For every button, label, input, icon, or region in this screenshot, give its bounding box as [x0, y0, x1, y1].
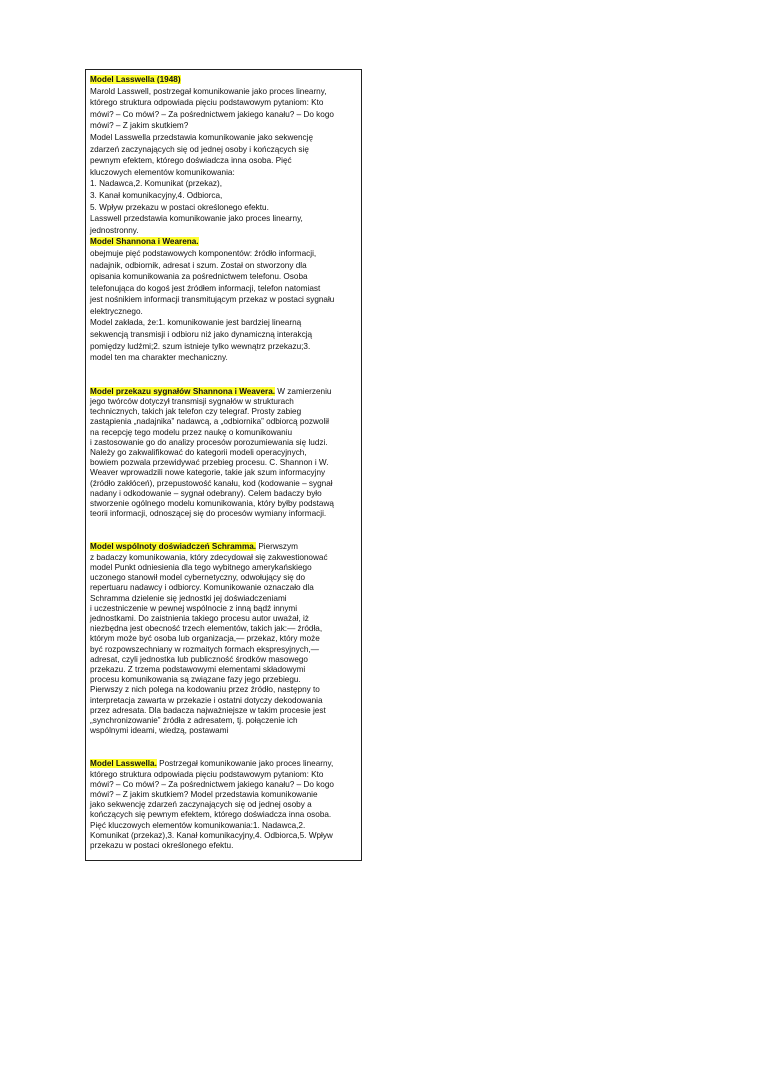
text-line: którego struktura odpowiada pięciu podstawowym pytaniom: Kto: [90, 769, 324, 779]
section-shannon-weaver: [90, 387, 357, 520]
list-line: 5. Wpływ przekazu w postaci określonego efektu.: [90, 202, 269, 212]
text-line: zastąpienia „nadajnika” nadawcą, a „odbiornika” odbiorcą pozwolił: [90, 417, 329, 427]
text-line: którego struktura odpowiada pięciu podstawowym pytaniom: Kto: [90, 98, 324, 108]
text-line: (źródło zakłóceń), przepustowość kanału, kod (kodowanie – sygnał: [90, 478, 333, 488]
text-line: bowiem pozwala przewidywać przebieg procesu. C. Shannon i W.: [90, 458, 329, 468]
text-line: Lasswell przedstawia komunikowanie jako proces linearny,: [90, 214, 303, 224]
text-line: przekazu. Z trzema podstawowymi elementami składowymi: [90, 664, 306, 674]
text-line: wspólnymi ideami, wiedzą, postawami: [90, 726, 229, 736]
text-line: Schramma dzielenie się jednostki jej doświadczeniami: [90, 593, 287, 603]
text-line: obejmuje pięć podstawowych komponentów: źródło informacji,: [90, 248, 317, 258]
text-run: W zamierzeniu: [275, 386, 332, 396]
text-line: z badaczy komunikowania, który zdecydował się zakwestionować: [90, 552, 328, 562]
text-line: Pierwszy z nich polega na kodowaniu przez źródło, następny to: [90, 685, 320, 695]
heading-line: [90, 759, 357, 769]
text-line: jako sekwencję zdarzeń zaczynających się od jednej osoby a: [90, 800, 312, 810]
text-line: przez adresata. Dla badacza najważniejsze w takim procesie jest: [90, 705, 326, 715]
text-line: mówi? – Co mówi? – Za pośrednictwem jakiego kanału? – Do kogo: [90, 109, 334, 119]
text-line: technicznych, takich jak telefon czy telegraf. Prosty zabieg: [90, 407, 302, 417]
highlighted-title: Model Lasswella (1948): [90, 75, 181, 84]
document-page: [85, 69, 362, 861]
highlighted-title: Model Shannona i Wearena.: [90, 237, 199, 247]
text-line: teorii informacji, odnoszącej się do procesów wymiany informacji.: [90, 509, 327, 519]
heading-shannon-wearen: [90, 236, 357, 248]
text-line: mówi? – Z jakim skutkiem?: [90, 121, 189, 131]
text-line: Model Lasswella przedstawia komunikowanie jako sekwencję: [90, 132, 313, 142]
text-line: interpretacja zawarta w przekazie i ostatni dotyczy dekodowania: [90, 695, 323, 705]
text-line: opisania komunikowania za pośrednictwem telefonu. Osoba: [90, 272, 308, 282]
text-line: repertuaru nadawcy i odbiorcy. Komunikowanie oznaczało dla: [90, 583, 314, 593]
text-line: jednostronny.: [90, 225, 139, 235]
list-line: 1. Nadawca,2. Komunikat (przekaz),: [90, 179, 222, 189]
text-line: pewnym efektem, którego doświadcza inna osoba. Pięć: [90, 156, 292, 166]
text-line: stworzenie ogólnego modelu komunikowania, który byłby podstawą: [90, 499, 334, 509]
text-line: kluczowych elementów komunikowania:: [90, 167, 235, 177]
text-line: i uczestniczenie w pewnej wspólnocie z inną bądź innymi: [90, 603, 298, 613]
text-line: zdarzeń zaczynających się od jednej osoby i kończących się: [90, 144, 309, 154]
highlighted-title: Model Lasswella.: [90, 759, 157, 769]
section-spacer: [90, 519, 357, 542]
text-run: Postrzegał komunikowanie jako proces linearny,: [156, 759, 334, 769]
text-line: adresat, czyli jednostka lub publiczność środków masowego: [90, 654, 308, 664]
highlighted-title: Model wspólnoty doświadczeń Schramma.: [90, 542, 257, 552]
text-line: nadajnik, odbiornik, adresat i szum. Został on stworzony dla: [90, 260, 307, 270]
text-line: telefonująca do kogoś jest źródłem informacji, telefon natomiast: [90, 283, 321, 293]
text-line: sekwencją transmisji i odbioru niż jako dynamiczną interakcją: [90, 330, 313, 340]
text-line: na recepcję tego modelu przez naukę o komunikowaniu: [90, 427, 293, 437]
text-run: Pierwszym: [256, 542, 298, 552]
text-line: być rozpowszechniany w rozmaitych formach ekspresyjnych,—: [90, 644, 319, 654]
text-line: procesu komunikowania są związane fazy jego przebiegu.: [90, 675, 301, 685]
text-line: model Punkt odniesienia dla tego wybitnego amerykańskiego: [90, 562, 312, 572]
text-line: kończących się pewnym efektem, którego doświadcza inna osoba.: [90, 810, 332, 820]
heading-line: [90, 387, 357, 397]
text-line: elektrycznego.: [90, 306, 143, 316]
text-line: i zastosowanie go do analizy procesów porozumiewania się ludzi.: [90, 437, 328, 447]
section-spacer: [90, 364, 357, 387]
text-line: jego twórców dotyczył transmisji sygnałów w strukturach: [90, 397, 294, 407]
text-line: pomiędzy ludźmi;2. szum istnieje tylko wewnątrz przekazu;3.: [90, 341, 311, 351]
text-line: Weaver wprowadzili nowe kategorie, takie jak szum informacyjny: [90, 468, 326, 478]
text-line: mówi? – Co mówi? – Za pośrednictwem jakiego kanału? – Do kogo: [90, 779, 334, 789]
text-line: „synchronizowanie” źródła z adresatem, tj. połączenie ich: [90, 715, 298, 725]
highlighted-title: Model przekazu sygnałów Shannona i Weavera.: [90, 386, 276, 396]
section-lasswell-1948: [90, 74, 357, 236]
text-line: niezbędna jest obecność trzech elementów, takich jak:— źródła,: [90, 624, 323, 634]
text-line: Model zakłada, że:1. komunikowanie jest bardziej linearną: [90, 318, 302, 328]
text-line: model ten ma charakter mechaniczny.: [90, 353, 228, 363]
section-spacer: [90, 736, 357, 759]
section-schramm: [90, 542, 357, 736]
text-line: jednostkami. Do zaistnienia takiego procesu autor uważał, iż: [90, 613, 309, 623]
text-line: Marold Lasswell, postrzegał komunikowanie jako proces linearny,: [90, 86, 327, 96]
text-line: uczonego stanowił model cybernetyczny, odwołujący się do: [90, 573, 306, 583]
section-lasswell-summary: [90, 759, 357, 851]
text-line: mówi? – Z jakim skutkiem? Model przedstawia komunikowanie: [90, 789, 318, 799]
section-shannon-wearen: [90, 236, 357, 364]
text-line: jest nośnikiem informacji transmitującym przekaz w postaci sygnału: [90, 295, 335, 305]
text-line: przekazu w postaci określonego efektu.: [90, 840, 234, 850]
heading-lasswell-1948: [90, 74, 357, 86]
text-line: Komunikat (przekaz),3. Kanał komunikacyjny,4. Odbiorca,5. Wpływ: [90, 830, 333, 840]
text-line: Należy go zakwalifikować do kategorii modeli operacyjnych,: [90, 448, 307, 458]
text-line: nadany i odkodowanie – sygnał odebrany). Celem badaczy było: [90, 488, 322, 498]
text-line: Pięć kluczowych elementów komunikowania:1. Nadawca,2.: [90, 820, 306, 830]
text-line: którym może być osoba lub organizacja,— przekaz, który może: [90, 634, 320, 644]
list-line: 3. Kanał komunikacyjny,4. Odbiorca,: [90, 190, 223, 200]
heading-line: [90, 542, 357, 552]
